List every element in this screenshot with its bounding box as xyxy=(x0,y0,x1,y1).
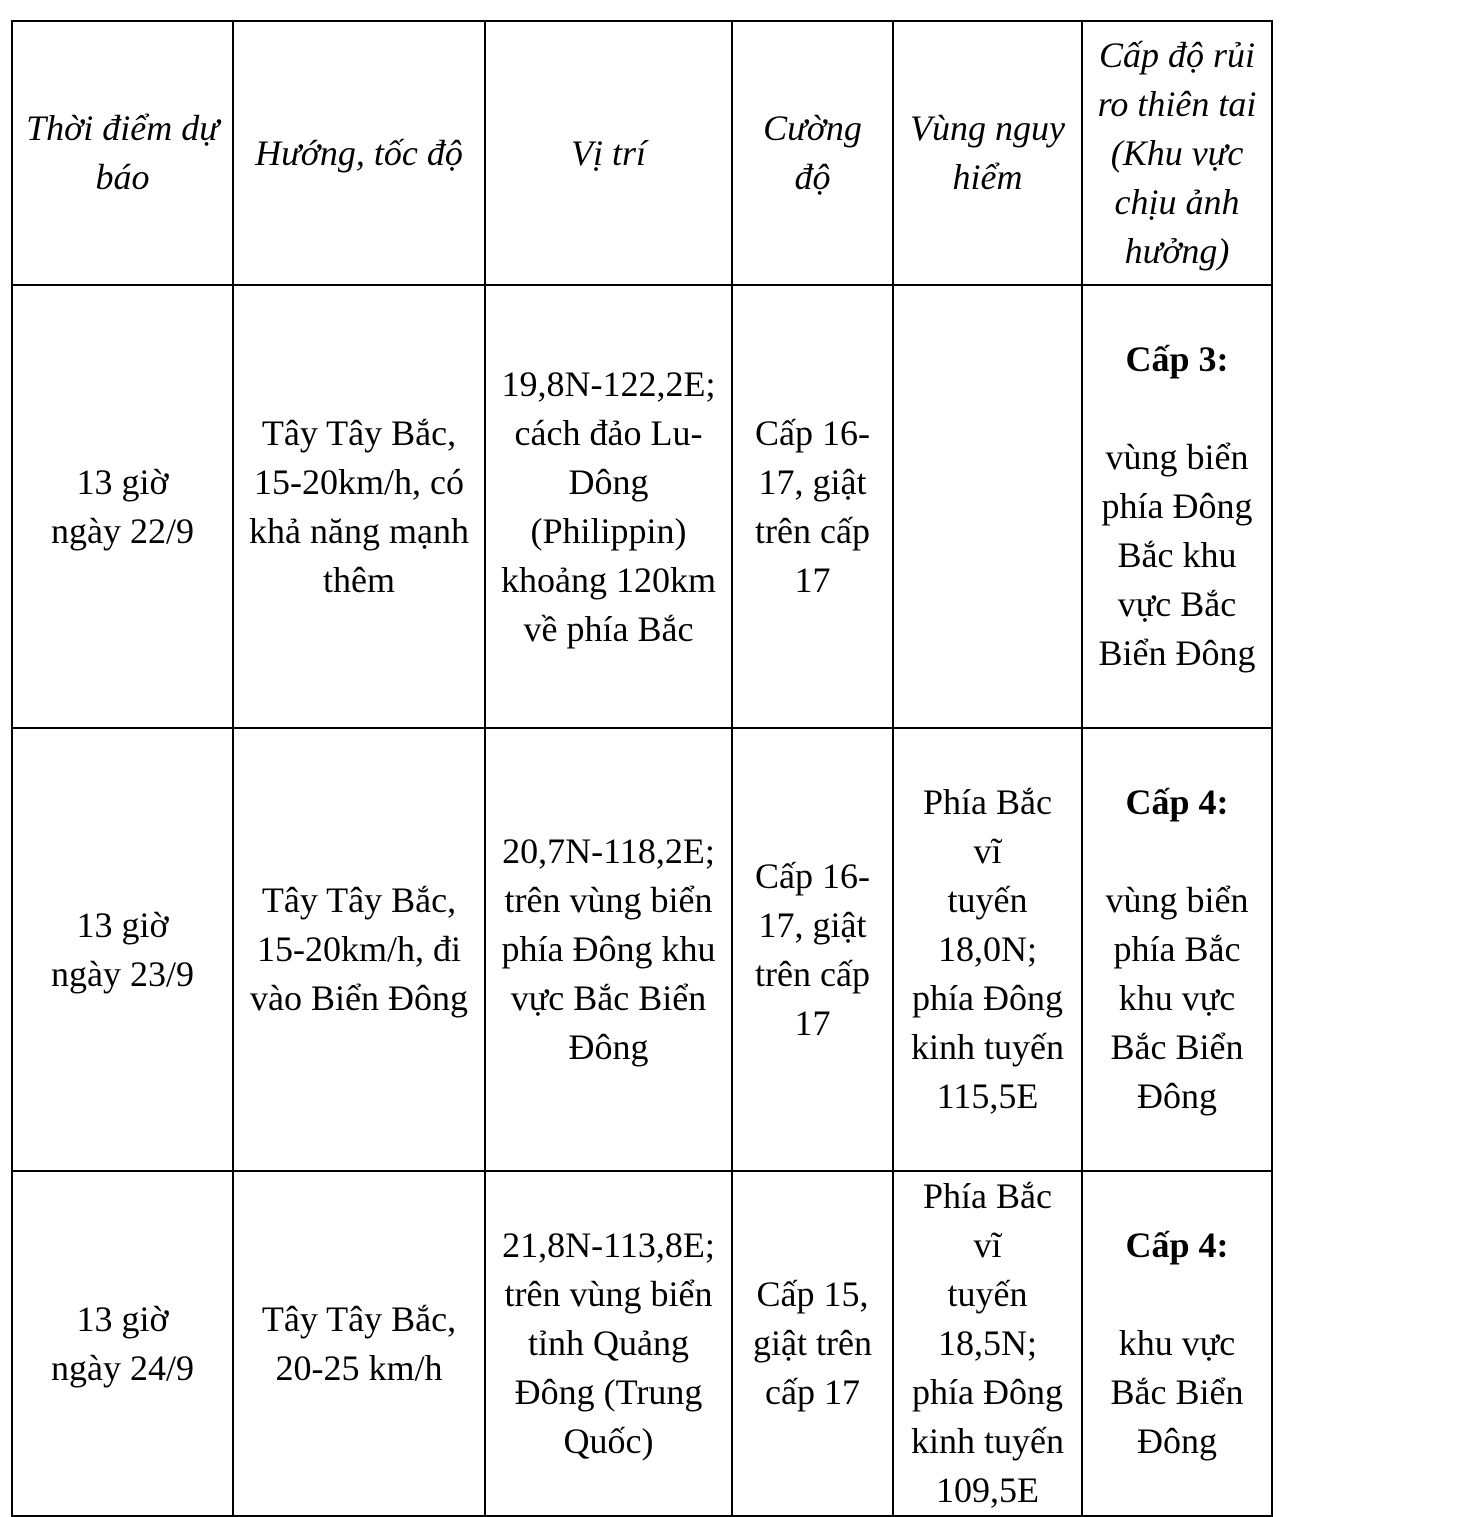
header-position: Vị trí xyxy=(485,21,732,285)
header-direction-speed: Hướng, tốc độ xyxy=(233,21,485,285)
cell-intensity: Cấp 15, giật trên cấp 17 xyxy=(732,1171,893,1516)
risk-level-label: Cấp 4: xyxy=(1125,1225,1229,1265)
cell-forecast-time: 13 giờ ngày 23/9 xyxy=(12,728,233,1171)
cell-position: 21,8N-113,8E; trên vùng biển tỉnh Quảng Đông (Trung Quốc) xyxy=(485,1171,732,1516)
risk-level-label: Cấp 3: xyxy=(1125,339,1229,379)
cell-risk xyxy=(1082,285,1272,728)
cell-risk xyxy=(1082,1171,1272,1516)
header-forecast-time: Thời điểm dự báo xyxy=(12,21,233,285)
cell-direction-speed: Tây Tây Bắc, 15-20km/h, có khả năng mạnh thêm xyxy=(233,285,485,728)
cell-forecast-time: 13 giờ ngày 24/9 xyxy=(12,1171,233,1516)
cell-risk xyxy=(1082,728,1272,1171)
risk-level-label: Cấp 4: xyxy=(1125,782,1229,822)
cell-position: 20,7N-118,2E; trên vùng biển phía Đông khu vực Bắc Biển Đông xyxy=(485,728,732,1171)
cell-danger-zone: Phía Bắc vĩ tuyến 18,0N; phía Đông kinh tuyến 115,5E xyxy=(893,728,1082,1171)
risk-affected-area: vùng biển phía Bắc khu vực Bắc Biển Đông xyxy=(1105,880,1249,1116)
cell-direction-speed: Tây Tây Bắc, 15-20km/h, đi vào Biển Đông xyxy=(233,728,485,1171)
cell-direction-speed: Tây Tây Bắc, 20-25 km/h xyxy=(233,1171,485,1516)
cell-forecast-time: 13 giờ ngày 22/9 xyxy=(12,285,233,728)
table-row xyxy=(12,1171,1272,1516)
header-row xyxy=(12,21,1272,285)
cell-intensity: Cấp 16- 17, giật trên cấp 17 xyxy=(732,285,893,728)
table-row xyxy=(12,728,1272,1171)
cell-danger-zone: Phía Bắc vĩ tuyến 18,5N; phía Đông kinh tuyến 109,5E xyxy=(893,1171,1082,1516)
header-danger-zone: Vùng nguy hiểm xyxy=(893,21,1082,285)
cell-intensity: Cấp 16- 17, giật trên cấp 17 xyxy=(732,728,893,1171)
storm-forecast-table xyxy=(11,20,1273,1517)
table-row xyxy=(12,285,1272,728)
header-disaster-risk-level: Cấp độ rủi ro thiên tai (Khu vực chịu ảnh hưởng) xyxy=(1082,21,1272,285)
cell-danger-zone xyxy=(893,285,1082,728)
risk-affected-area: khu vực Bắc Biển Đông xyxy=(1110,1323,1244,1461)
cell-position: 19,8N-122,2E; cách đảo Lu- Dông (Philippin) khoảng 120km về phía Bắc xyxy=(485,285,732,728)
header-intensity: Cường độ xyxy=(732,21,893,285)
risk-affected-area: vùng biển phía Đông Bắc khu vực Bắc Biển Đông xyxy=(1098,437,1256,673)
